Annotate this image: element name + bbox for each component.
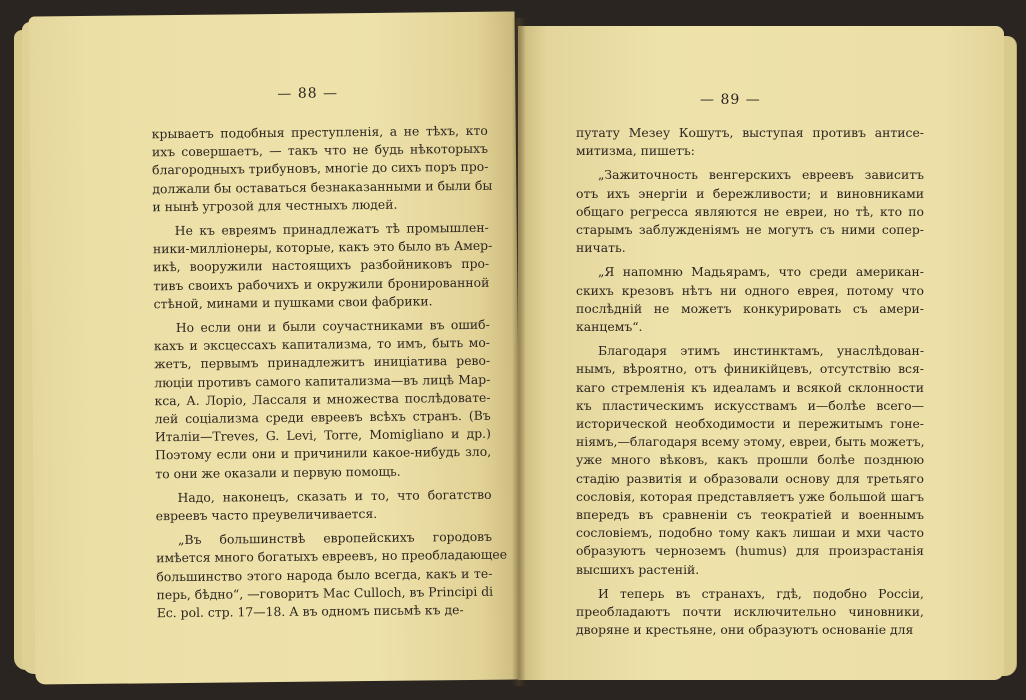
text-line: уже много вѣковъ, какъ прошли болѣе позднюю [576, 452, 924, 468]
text-line: Надо, наконецъ, сказать и то, что богатство [177, 486, 492, 505]
paragraph [576, 342, 924, 579]
text-line: Благодаря этимъ инстинктамъ, унаслѣдован- [598, 343, 924, 359]
text-line: каго стремленія къ идеаламъ и всякой склонности [576, 379, 924, 395]
text-line: „Я напомню Мадьярамъ, что среди американ- [598, 264, 924, 280]
right-page [518, 26, 1004, 680]
text-line: то они же оказали и первую помощь. [155, 463, 401, 481]
text-line: должали бы оставаться безнаказанными и были бы [152, 177, 493, 196]
text-line: впередъ въ сравненіи съ теократіей и военнымъ [576, 507, 924, 523]
text-line: стадію развитія и образовали основу для третьяго [576, 470, 924, 486]
paragraph [151, 122, 493, 217]
text-line: сословіемъ, подобно тому какъ лишаи и мхи часто [576, 525, 924, 541]
right-page-text [576, 124, 924, 645]
text-line: кахъ и эксцессахъ капитализма, то имъ, быть мо- [153, 334, 491, 354]
text-line: преобладаютъ почти исключительно чиновники, [576, 604, 924, 620]
text-line: сословія, которая представляетъ уже большой шагъ [576, 488, 924, 504]
paragraph [152, 219, 493, 314]
text-line: лей соціализма среди евреевъ всѣхъ странъ. (Въ [154, 407, 491, 427]
paragraph [154, 316, 492, 483]
text-line: кса, А. Лоріо, Лассаля и множества послѣдовате- [154, 389, 491, 409]
text-line: „Зажиточность венгерскихъ евреевъ зависитъ [598, 167, 924, 183]
paragraph [576, 124, 924, 160]
text-line: Ec. pol. стр. 17—18. А въ одномъ письмѣ къ де- [156, 602, 464, 621]
text-line: Не къ евреямъ принадлежатъ тѣ промышлен- [174, 219, 489, 239]
text-line: Но если они и были соучастниками въ ошиб- [175, 316, 490, 336]
text-line: и нынѣ угрозой для честныхъ людей. [152, 196, 398, 215]
text-line: крываетъ подобныя преступленія, а не тѣхъ, кто [151, 122, 488, 142]
page-number-right: — 89 — [700, 92, 761, 108]
text-line: къ пластическимъ искусствамъ и—болѣе всего— [576, 397, 924, 413]
paragraph [576, 263, 924, 336]
page-number-left: — 88 — [277, 85, 339, 102]
text-line: Италіи—Treves, G. Levi, Torre, Momigliano и др.) [154, 425, 491, 445]
text-line: евреевъ часто преувеличивается. [155, 506, 378, 524]
paragraph [155, 486, 491, 526]
text-line: образуютъ черноземъ (humus) для произрастанія [576, 543, 924, 559]
text-line: ники-милліонеры, которые, какъ это было въ Амер- [152, 237, 493, 257]
text-line: люціи противъ самого капитализма—въ лицѣ Мар- [154, 371, 491, 390]
paragraph [576, 585, 924, 640]
text-line: икѣ, вооружили настоящихъ разбойниковъ про- [153, 256, 490, 275]
text-line: ихъ совершаетъ, — такъ что не будь нѣкоторыхъ [151, 140, 489, 160]
text-line: И теперь въ странахъ, гдѣ, подобно Россіи, [598, 585, 924, 601]
text-line: отъ ихъ энергіи и бережливости; и виновниками [576, 185, 924, 201]
text-line: нымъ, вѣроятно, отъ финикійцевъ, отсутствію вся- [576, 361, 924, 377]
text-line: ніямъ,—благодаря всему этому, евреи, быть можетъ, [576, 434, 925, 450]
text-line: скихъ крезовъ нѣтъ ни одного еврея, потому что [576, 282, 924, 298]
text-line: дворяне и крестьяне, они образуютъ основаніе для [576, 622, 914, 638]
book-gutter [512, 18, 526, 686]
text-line: стѣной, минами и пушками свои фабрики. [153, 293, 433, 312]
left-page [29, 11, 522, 684]
text-line: канцемъ“. [576, 319, 643, 335]
text-line: благородныхъ трибуновъ, многіе до сихъ поръ про- [152, 159, 489, 178]
left-page-text [151, 122, 508, 629]
text-line: „Въ большинствѣ европейскихъ городовъ [177, 529, 493, 548]
text-line: имѣется много богатыхъ евреевъ, но преобладающее [156, 547, 508, 566]
text-line: тивъ своихъ рабочихъ и окружили бронированной [153, 274, 490, 293]
text-line: ничать. [576, 240, 626, 256]
paragraph [156, 528, 508, 623]
text-line: общаго регресса являются не евреи, но тѣ, кто по [576, 203, 924, 219]
text-line: старымъ заблужденіямъ не могутъ съ ними сопер- [576, 222, 924, 238]
text-line: митизма, пишетъ: [576, 143, 695, 159]
text-line: путату Мезеу Кошутъ, выступая противъ антисе- [576, 125, 924, 140]
text-line: исторической необходимости и пережитымъ гоне- [576, 416, 924, 432]
text-line: перь, бѣдно“, —говоритъ Mac Culloch, въ Principi di [156, 583, 494, 603]
text-line: высшихъ растеній. [576, 561, 700, 577]
text-line: Поэтому если они и причинили какое-нибудь зло, [155, 444, 492, 463]
paragraph [576, 166, 924, 257]
text-line: жетъ, первымъ принадлежитъ иниціатива рево- [154, 353, 491, 372]
text-line: послѣдній не можетъ конкурировать съ амери- [576, 300, 924, 316]
text-line: большинство этого народа было всегда, какъ и те- [156, 565, 493, 584]
